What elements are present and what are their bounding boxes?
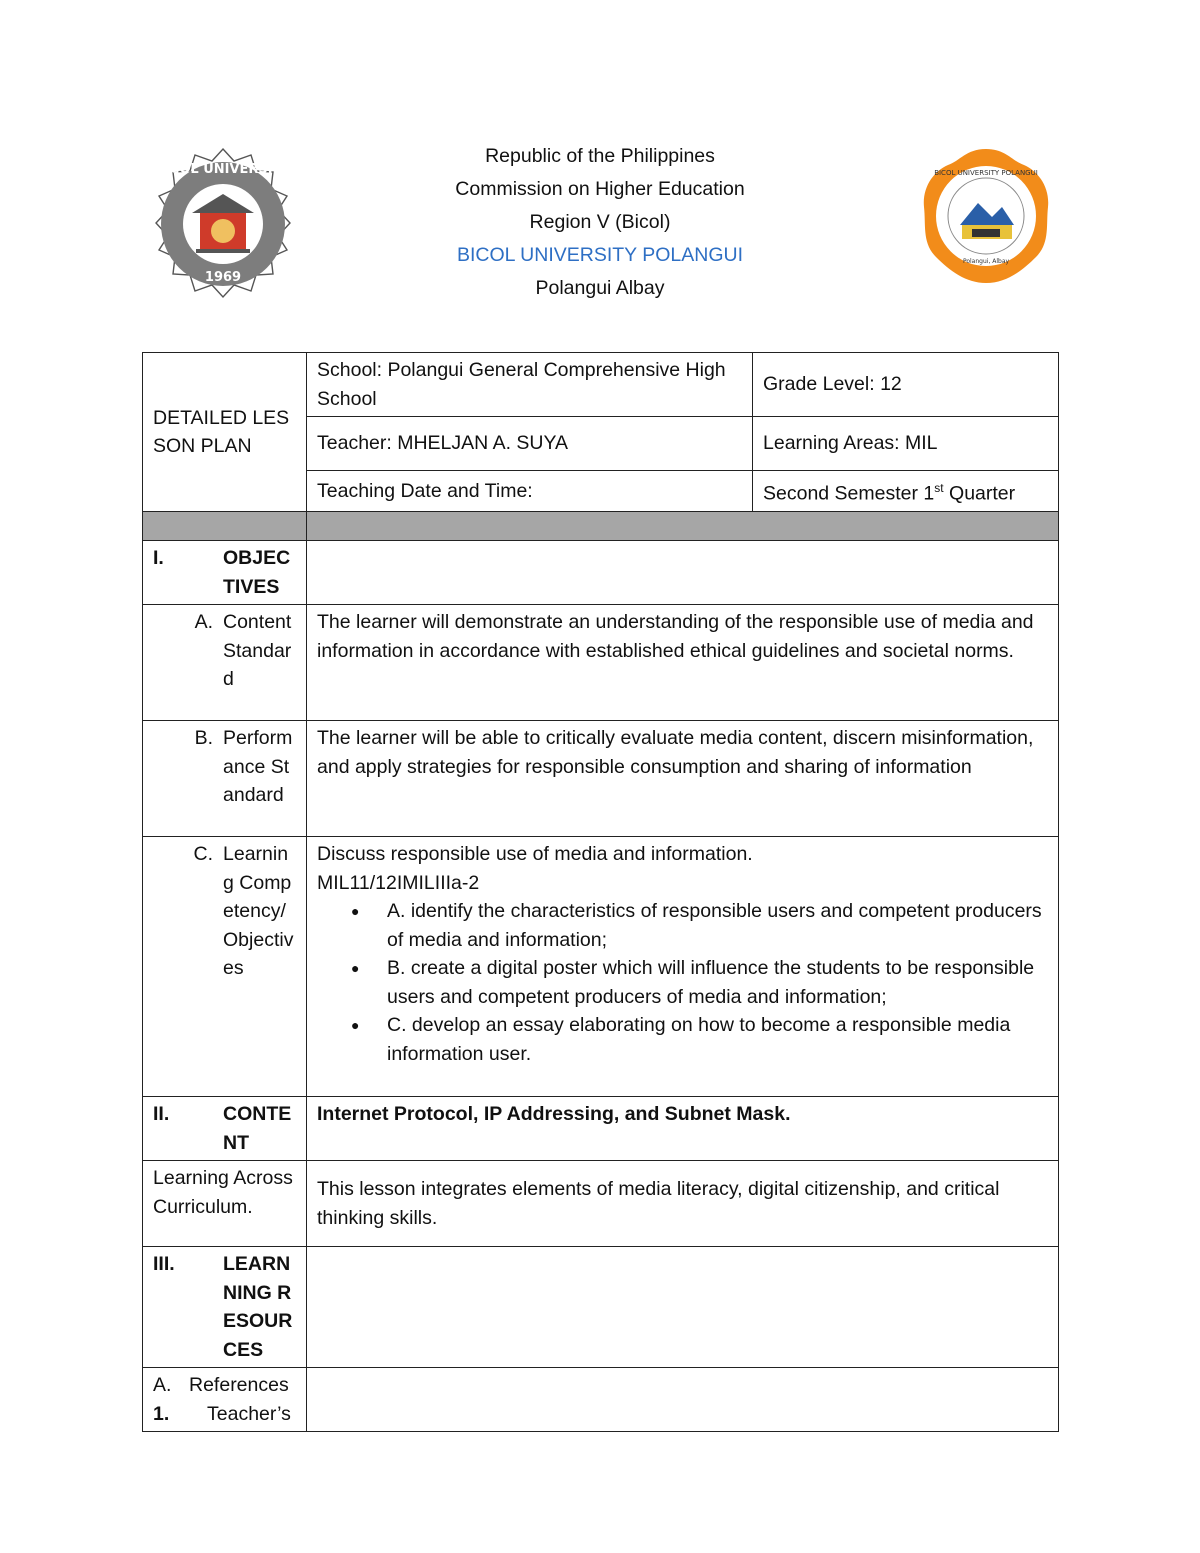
objectives-label: OBJECTIVES <box>223 547 291 598</box>
objectives-num: I. <box>153 547 164 569</box>
performance-standard-text: The learner will be able to critically evaluate media content, discern misinformation, and apply strategies for responsible consumption and sharing of information <box>307 721 1059 837</box>
list-item: ● C. develop an essay elaborating on how to become a responsible media information user. <box>387 1011 1048 1068</box>
date-cell <box>307 471 753 512</box>
grade-cell <box>753 353 1059 417</box>
content-standard-text: The learner will demonstrate an understanding of the responsible use of media and information in accordance with established ethical guidelines and societal norms. <box>307 605 1059 721</box>
competency-cell <box>307 837 1059 1097</box>
header-republic: Republic of the Philippines <box>485 145 715 167</box>
seal-bottom-text: Polangui, Albay <box>962 258 1010 265</box>
performance-standard-label: Performance Standard <box>223 727 293 806</box>
content-num: II. <box>153 1103 170 1125</box>
semester-cell <box>753 471 1059 512</box>
date-field: Teaching Date and Time: <box>317 479 533 502</box>
objectives-cell <box>307 541 1059 605</box>
grade-field: Grade Level: 12 <box>763 373 902 396</box>
objectives-label-cell <box>143 541 307 605</box>
plan-title-cell <box>143 353 307 512</box>
references-cell <box>307 1368 1059 1432</box>
content-standard-num: A. <box>194 611 213 633</box>
across-text: This lesson integrates elements of media literacy, digital citizenship, and critical thinking skills. <box>307 1161 1059 1247</box>
header-commission: Commission on Higher Education <box>455 178 745 200</box>
area-field: Learning Areas: MIL <box>763 432 938 455</box>
competency-line: Discuss responsible use of media and information. <box>317 843 753 865</box>
band-cell <box>307 512 1059 541</box>
references-sub-label: Teacher’s <box>207 1402 291 1425</box>
resources-label: LEARNNING RESOURCES <box>223 1253 293 1361</box>
seal-ring-text: BICOL UNIVERSITY <box>155 162 291 177</box>
content-standard-label-cell <box>143 605 307 721</box>
list-item: ● A. identify the characteristics of responsible users and competent producers of media and information; <box>387 897 1048 954</box>
content-label-cell <box>143 1097 307 1161</box>
school-cell <box>307 353 753 417</box>
seal-year: 1969 <box>204 270 242 285</box>
area-cell <box>753 417 1059 471</box>
content-label: CONTENT <box>223 1103 292 1154</box>
header-institution: BICOL UNIVERSITY POLANGUI <box>456 244 744 266</box>
performance-standard-num: B. <box>194 727 213 749</box>
list-item: ● B. create a digital poster which will influence the students to be responsible users and competent producers of media and information; <box>387 954 1048 1011</box>
performance-standard-label-cell <box>143 721 307 837</box>
band-cell <box>143 512 307 541</box>
competency-code: MIL11/12IMILIIIa-2 <box>317 871 480 894</box>
seal-ring-text: BICOL UNIVERSITY POLANGUI <box>934 169 1038 177</box>
content-text: Internet Protocol, IP Addressing, and Subnet Mask. <box>307 1097 1059 1161</box>
references-sub-num: 1. <box>153 1402 170 1425</box>
teacher-field: Teacher: MHELJAN A. SUYA <box>317 432 569 455</box>
resources-label-cell <box>143 1247 307 1368</box>
references-num: A. <box>153 1374 172 1396</box>
competency-num: C. <box>193 843 213 865</box>
school-field: School: Polangui General Comprehensive High School <box>317 359 726 410</box>
header-location: Polangui Albay <box>535 277 665 299</box>
references-label-cell <box>143 1368 307 1432</box>
objectives-list <box>317 897 1048 1068</box>
header-band-row <box>143 512 1059 541</box>
semester-field: Second Semester 1 <box>763 482 935 505</box>
semester-ordinal: st <box>934 481 944 495</box>
resources-num: III. <box>153 1253 175 1275</box>
lesson-plan-table <box>142 352 1059 1432</box>
across-label: Learning Across Curriculum. <box>143 1161 307 1247</box>
header-region: Region V (Bicol) <box>529 211 671 233</box>
teacher-cell <box>307 417 753 471</box>
competency-label: Learning Competency/ Objectives <box>223 843 294 979</box>
competency-label-cell <box>143 837 307 1097</box>
resources-cell <box>307 1247 1059 1368</box>
document-header <box>0 140 1200 305</box>
references-label: References <box>189 1374 289 1396</box>
plan-title: DETAILED LESSON PLAN <box>153 406 290 457</box>
content-standard-label: Content Standard <box>223 611 292 690</box>
semester-quarter: Quarter <box>943 482 1016 505</box>
